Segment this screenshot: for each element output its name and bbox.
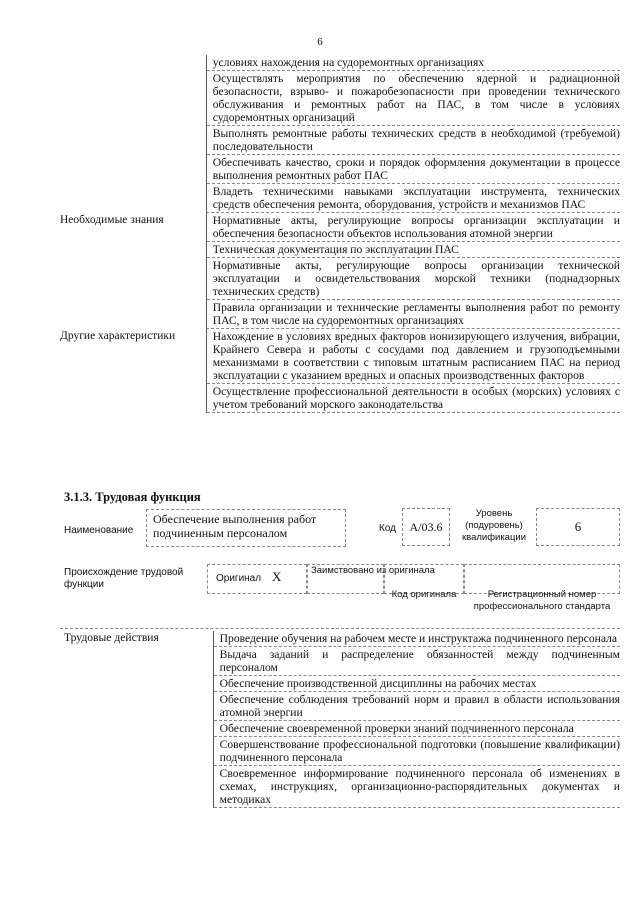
original-code-label: Код оригинала: [391, 589, 457, 600]
action-cell: Проведение обучения на рабочем месте и инструктажа подчиненного персонала: [219, 632, 618, 645]
skill-cell: Владеть техническими навыками эксплуатации инструмента, технических средств обеспечения ремонта, оборудования, устройств и механизмов ПАС: [207, 183, 620, 212]
name-label: Наименование: [64, 525, 134, 536]
labour-actions-row: [60, 631, 620, 808]
page-number: 6: [317, 36, 323, 48]
action-cell: Обеспечение соблюдения требований норм и правил в области использования атомной энергии: [214, 691, 620, 720]
function-name-value: Обеспечение выполнения работ подчиненным персоналом: [146, 509, 346, 547]
skills-continuation-row: [60, 55, 620, 212]
requirements-table: [60, 55, 620, 413]
borrowed-label: Заимствовано из оригинала: [311, 565, 435, 576]
original-label: Оригинал: [216, 573, 262, 584]
code-value: А/03.6: [402, 508, 450, 546]
action-cell: Выдача заданий и распределение обязанностей между подчиненным персоналом: [214, 646, 620, 675]
action-cell: Обеспечение производственной дисциплины на рабочих местах: [214, 675, 620, 691]
labour-actions-label: Трудовые действия: [64, 631, 159, 644]
knowledge-label: Необходимые знания: [60, 214, 164, 226]
code-label: Код: [379, 523, 397, 534]
reg-number-label: Регистрационный номер профессионального стандарта: [473, 589, 611, 612]
knowledge-row: [60, 212, 620, 328]
knowledge-cell: Правила организации и технические регламенты выполнения работ по ремонту ПАС, в том числе на судоремонтных организациях: [207, 299, 620, 328]
other-characteristics-row: [60, 328, 620, 413]
knowledge-cell: Техническая документация по эксплуатации ПАС: [207, 241, 620, 257]
other-label: Другие характеристики: [60, 330, 176, 342]
knowledge-cell: Нормативные акты, регулирующие вопросы организации эксплуатации и обеспечения безопасности объектов использования атомной энергии: [212, 214, 620, 240]
other-cell: Нахождение в условиях вредных факторов ионизирующего излучения, вибрации, Крайнего Севера и работы с сосудами под давлением и грузоподъемными механизмами в соответствии с типовым штатным расписанием ПАС на период эксплуатации с указанием вредных и опасных производственных факторов: [212, 330, 620, 382]
level-value: 6: [536, 508, 620, 546]
action-cell: Совершенствование профессиональной подготовки (повышение квалификации) подчиненного персонала: [214, 736, 620, 765]
origin-label: Происхождение трудовой функции: [64, 567, 184, 590]
knowledge-cell: Нормативные акты, регулирующие вопросы организации технической эксплуатации и освидетельствования морской техники (поднадзорных технических средств): [207, 257, 620, 299]
section-title: 3.1.3. Трудовая функция: [64, 490, 201, 504]
labour-actions-table: [60, 628, 620, 808]
skill-cell: условиях нахождения на судоремонтных организациях: [212, 56, 485, 69]
original-mark: X: [272, 569, 282, 584]
action-cell: Обеспечение своевременной проверки знаний подчиненного персонала: [214, 720, 620, 736]
skill-cell: Осуществлять мероприятия по обеспечению ядерной и радиационной безопасности, взрыво- и пожаробезопасности при проведении технического обслуживания и ремонтных работ на ПАС, в том числе в условиях судоремонтных организаций: [207, 70, 620, 125]
other-cell: Осуществление профессиональной деятельности в особых (морских) условиях с учетом требований морского законодательства: [207, 383, 620, 413]
level-label: Уровень (подуровень) квалификации: [461, 508, 527, 543]
empty-label: [60, 55, 206, 212]
action-cell: Своевременное информирование подчиненного персонала об изменениях в схемах, инструкциях, организационно-распорядительных документах и методиках: [214, 765, 620, 808]
skill-cell: Обеспечивать качество, сроки и порядок оформления документации в процессе выполнения ремонтных работ ПАС: [207, 154, 620, 183]
skill-cell: Выполнять ремонтные работы технических средств в необходимой (требуемой) последовательности: [207, 125, 620, 154]
